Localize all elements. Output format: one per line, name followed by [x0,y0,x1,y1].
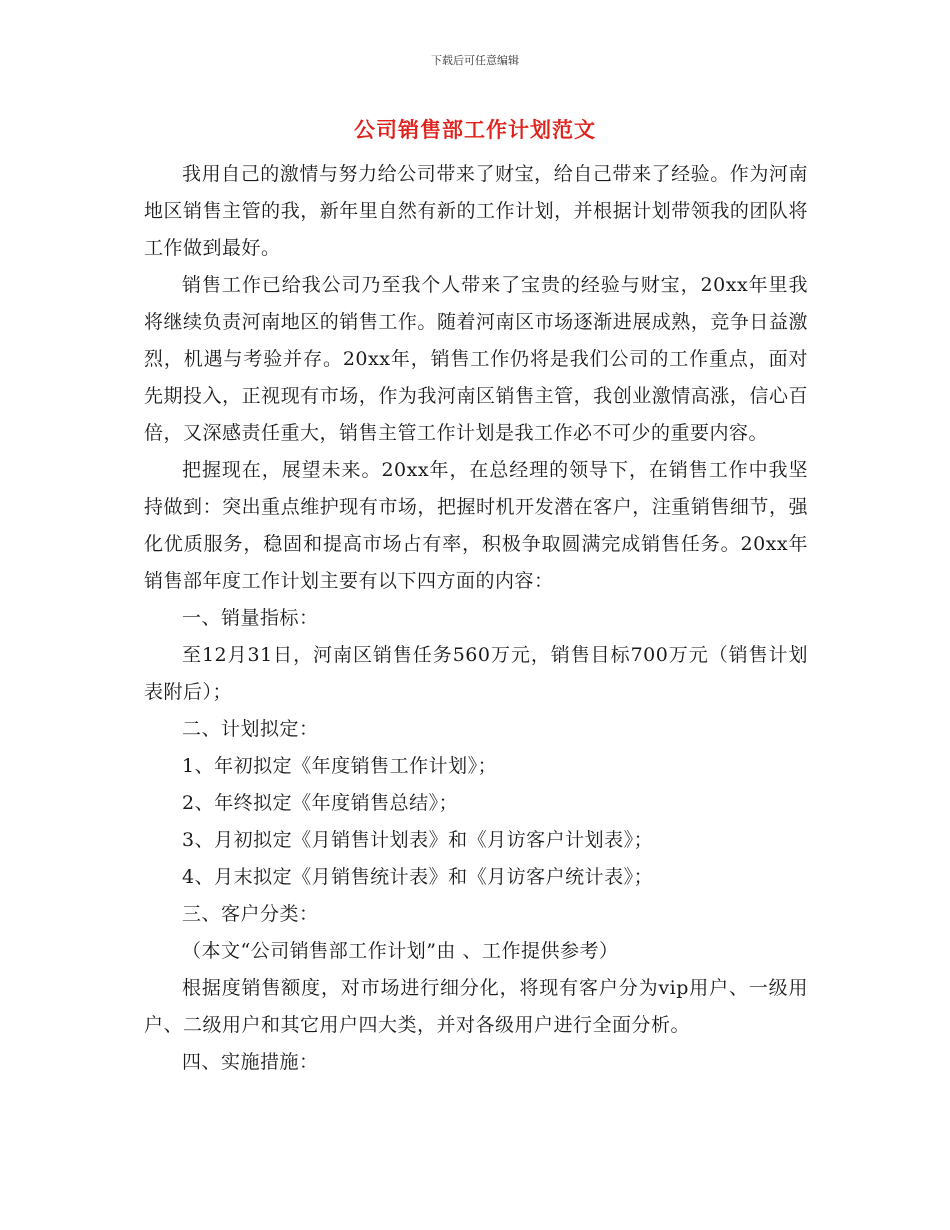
list-item-plan-4: 4、月末拟定《月销售统计表》和《月访客户统计表》； [182,866,654,888]
paragraph-customer-classification: 根据度销售额度，对市场进行细分化，将现有客户分为vip用户、一级用户、二级用户和其它用户四大类，并对各级用户进行全面分析。 [144,977,808,1036]
document-title: 公司销售部工作计划范文 [354,118,596,142]
section-heading-plan-drafting: 二、计划拟定： [182,718,319,740]
list-item-plan-1: 1、年初拟定《年度销售工作计划》； [182,755,498,777]
section-heading-measures: 四、实施措施： [182,1051,319,1073]
document-body [144,156,808,1081]
list-item-plan-2: 2、年终拟定《年度销售总结》； [182,792,459,814]
paragraph-outlook: 把握现在，展望未来。20xx年，在总经理的领导下，在销售工作中我坚持做到：突出重点维护现有市场，把握时机开发潜在客户，注重销售细节，强化优质服务，稳固和提高市场占有率，积极争取圆满完成销售任务。20xx年销售部年度工作计划主要有以下四方面的内容： [144,459,808,592]
paragraph-intro: 我用自己的激情与努力给公司带来了财宝，给自己带来了经验。作为河南地区销售主管的我，新年里自然有新的工作计划，并根据计划带领我的团队将工作做到最好。 [144,163,808,259]
paragraph-background: 销售工作已给我公司乃至我个人带来了宝贵的经验与财宝，20xx年里我将继续负责河南地区的销售工作。随着河南区市场逐渐进展成熟，竞争日益激烈，机遇与考验并存。20xx年，销售工作仍将是我们公司的工作重点，面对先期投入，正视现有市场，作为我河南区销售主管，我创业激情高涨，信心百倍，又深感责任重大，销售主管工作计划是我工作必不可少的重要内容。 [144,274,808,444]
list-item-plan-3: 3、月初拟定《月销售计划表》和《月访客户计划表》； [182,829,654,851]
section-heading-sales-target: 一、销量指标： [182,607,319,629]
page-header-note: 下载后可任意编辑 [431,54,519,67]
paragraph-source-note: （本文“公司销售部工作计划”由 、工作提供参考） [182,940,619,962]
section-heading-customer-classification: 三、客户分类： [182,903,319,925]
paragraph-sales-target: 至12月31日，河南区销售任务560万元，销售目标700万元（销售计划表附后）； [144,644,808,703]
